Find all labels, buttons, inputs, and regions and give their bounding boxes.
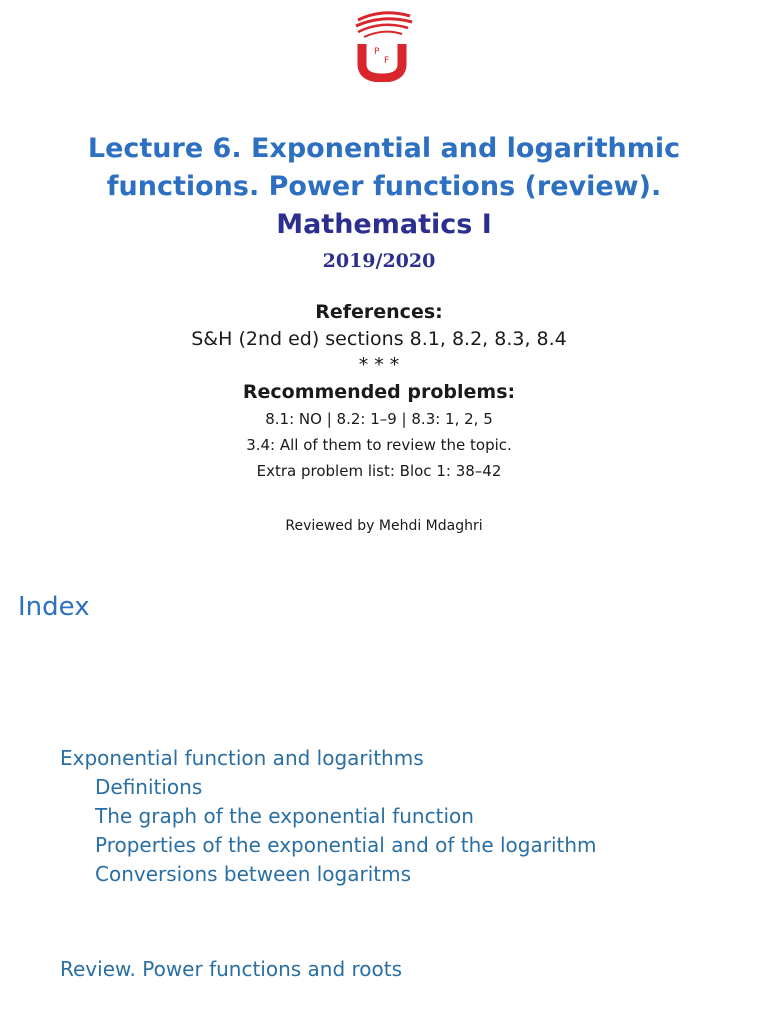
references-header: References: [315,301,443,323]
table-of-contents [60,744,597,981]
references-block [0,298,758,484]
references-text: S&H (2nd ed) sections 8.1, 8.2, 8.3, 8.4 [191,328,567,350]
title-line-2: functions. Power functions (review). [106,171,662,202]
index-title: Index [18,592,90,622]
academic-year: 2019/2020 [322,250,436,272]
recommended-line-1: 8.1: NO | 8.2: 1–9 | 8.3: 1, 2, 5 [265,410,493,428]
logo-letter-u: U [377,66,383,75]
separator: * * * [358,354,400,376]
logo-letter-f: F [384,56,390,66]
recommended-header: Recommended problems: [242,381,516,403]
toc-section-power-functions[interactable]: Review. Power functions and roots [60,957,403,981]
title-line-1: Lecture 6. Exponential and logarithmic [87,133,681,164]
recommended-line-2: 3.4: All of them to review the topic. [246,436,512,454]
course-name: Mathematics I [276,209,492,240]
reviewed-by: Reviewed by Mehdi Mdaghri [285,518,483,534]
toc-subsection-definitions[interactable]: Definitions [95,775,203,799]
recommended-line-3: Extra problem list: Bloc 1: 38–42 [256,462,502,480]
toc-section-exponential[interactable]: Exponential function and logarithms [60,746,424,770]
university-logo [344,6,422,82]
toc-subsection-graph[interactable]: The graph of the exponential function [95,804,474,828]
toc-subsection-conversions[interactable]: Conversions between logaritms [95,862,412,886]
lecture-title [0,130,768,244]
logo-letter-p: P [374,47,380,57]
toc-subsection-properties[interactable]: Properties of the exponential and of the logarithm [95,833,597,857]
